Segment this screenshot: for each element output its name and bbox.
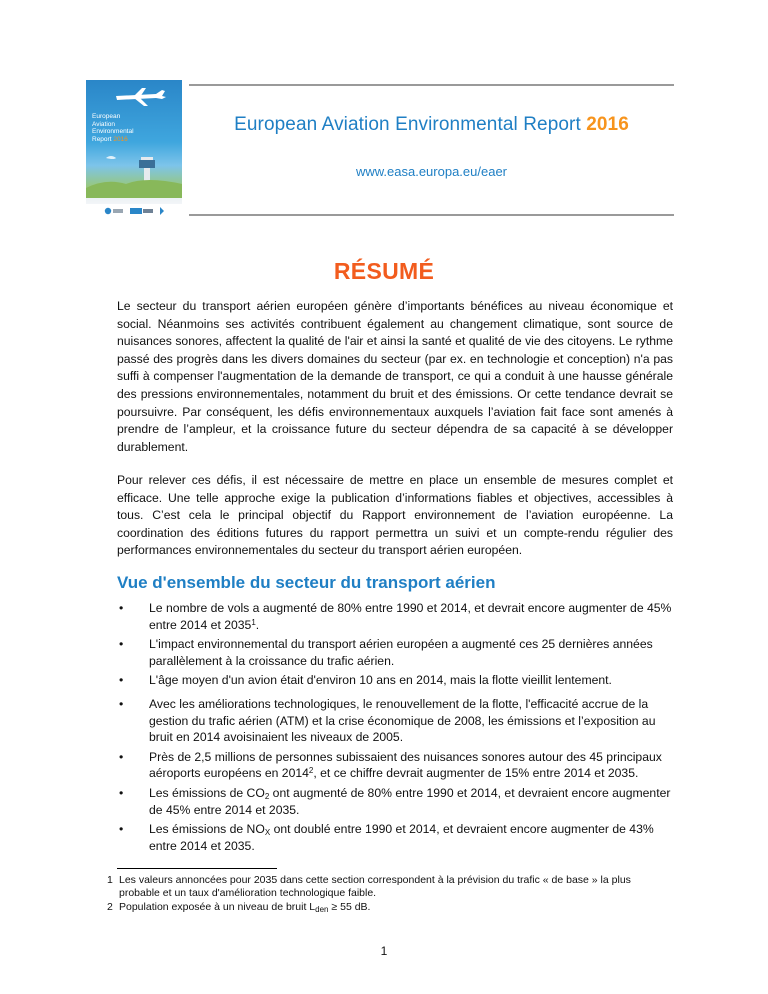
list-item: • L'âge moyen d'un avion était d'environ 10 ans en 2014, mais la flotte vieillit lentement. bbox=[119, 673, 612, 688]
bullet-icon: • bbox=[119, 673, 124, 688]
paragraph-objective: Pour relever ces défis, il est nécessaire de mettre en place un ensemble de mesures complet et efficace. Une telle approche exige la publication d’informations fiables et objectives, accessibles à tous. C’est cela le principal objectif du Rapport environnement de l’aviation européenne. La coordination des éditions futures du rapport permettra un suivi et un compte-rendu régulier des performances environnementales du secteur du transport aérien européen. bbox=[117, 473, 673, 558]
list-item: • L'impact environnemental du transport aérien européen a augmenté ces 25 dernières années parallèlement à la croissance du trafic aérien. bbox=[119, 637, 653, 668]
report-url-link[interactable]: www.easa.europa.eu/eaer bbox=[355, 164, 508, 179]
header-rule-top bbox=[189, 84, 674, 86]
section-heading-resume: RÉSUMÉ bbox=[333, 258, 435, 284]
list-item: • Près de 2,5 millions de personnes subissaient des nuisances sonores autour des 45 principaux aéroports européens en 2014$^2$, et ce chiffre devrait augmenter de 15% entre 2014 et 2035. bbox=[119, 749, 662, 781]
airplane-icon bbox=[116, 88, 166, 106]
overview-bullet-list bbox=[117, 600, 677, 857]
list-item: • Les émissions de $CO_2$ ont augmenté de 80% entre 1990 et 2014, et devraient encore augmenter de 45% entre 2014 et 2035. bbox=[119, 785, 671, 817]
section-title-overview: Vue d'ensemble du secteur du transport aérien bbox=[117, 573, 496, 592]
report-title: European Aviation Environmental Report 2016 bbox=[234, 114, 629, 135]
bullet-icon: • bbox=[119, 637, 124, 652]
bullet-icon: • bbox=[119, 601, 124, 615]
paragraph-intro: Le secteur du transport aérien européen génère d’importants bénéfices au niveau économique et social. Néanmoins ses activités contribuent également au changement climatique, sont source de nuisances sonores, affectent la qualité de l'air et ainsi la santé et qualité de vie des citoyens. Le rythme passé des progrès dans les divers domaines du secteur (par ex. en technologie et conception) n'a pas suffi à compenser l'augmentation de la demande de transport, ce qui a conduit à une hausse générale des pressions environnementales, notamment du bruit et des émissions. Or cette tendance devrait se poursuivre. Par conséquent, les défis environnementaux auxquels l’aviation fait face sont amenés à prendre de l’ampleur, et la croissance future du secteur dépendra de sa capacité à se développer durablement. bbox=[117, 299, 673, 454]
cover-logos-strip bbox=[86, 204, 182, 218]
list-item: • Les émissions de $NO_X$ ont doublé entre 1990 et 2014, et devraient encore augmenter de 43% entre 2014 et 2035. bbox=[119, 822, 654, 853]
page-number: 1 bbox=[380, 944, 388, 958]
bullet-icon: • bbox=[119, 785, 124, 800]
footnote-ref-2[interactable]: 2 bbox=[308, 766, 314, 776]
footnote-2: 2 Population exposée à un niveau de bruit $L_{den} \ge 55$ dB. bbox=[107, 901, 371, 914]
footnote-1: 1 Les valeurs annoncées pour 2035 dans cette section correspondent à la prévision du trafic « de base » la plus probable et un taux d'amélioration technologique faible. bbox=[107, 874, 631, 900]
footnote-ref-1[interactable]: 1 bbox=[251, 617, 256, 627]
agency-logos bbox=[86, 204, 182, 218]
cover-title: European Aviation Environmental Report 2016 bbox=[92, 113, 134, 143]
footnote-separator bbox=[117, 868, 277, 869]
bullet-icon: • bbox=[119, 696, 124, 711]
report-cover-image bbox=[86, 80, 182, 218]
header-rule-bottom bbox=[189, 214, 674, 216]
list-item: • Avec les améliorations technologiques, le renouvellement de la flotte, l'efficacité accrue de la gestion du trafic aérien (ATM) et la crise économique de 2008, les émissions et l’exposition au bruit en 2014 avoisinaient les niveaux de 2005. bbox=[119, 696, 656, 745]
cover-illustration bbox=[86, 80, 182, 218]
list-item: • Le nombre de vols a augmenté de 80% entre 1990 et 2014, et devrait encore augmenter de 45% entre 2014 et 2035$^1$. bbox=[119, 601, 672, 632]
bullet-icon: • bbox=[119, 822, 124, 837]
bullet-icon: • bbox=[119, 749, 124, 764]
